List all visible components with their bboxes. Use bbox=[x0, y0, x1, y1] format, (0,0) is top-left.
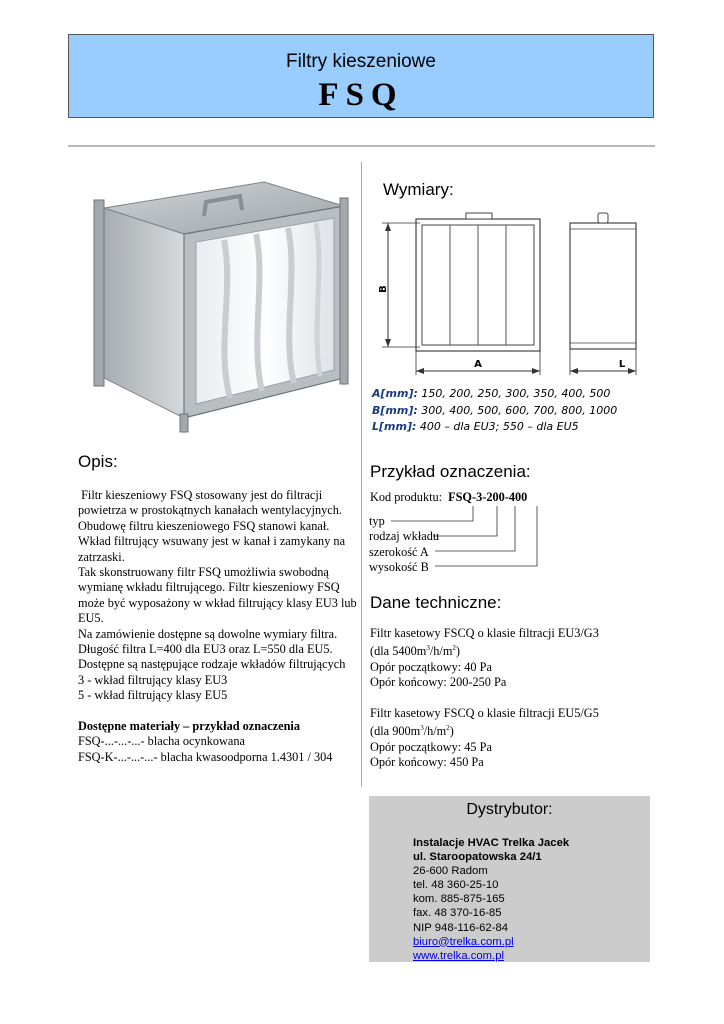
dimension-row-values: 300, 400, 500, 600, 700, 800, 1000 bbox=[421, 403, 618, 417]
page-title: FSQ bbox=[318, 77, 404, 113]
tech-initial-resistance: Opór początkowy: 45 Pa bbox=[370, 739, 492, 754]
description-paragraph: 3 - wkład filtrujący klasy EU3 bbox=[78, 672, 228, 687]
description-paragraph: Filtr kieszeniowy FSQ stosowany jest do filtracji powietrza w prostokątnych kanałach wentylacyjnych. Obudowę filtru kieszeniowego FSQ stanowi kanał. Wkład filtrujący wsuwany jest w kanał i zamykany na zatrzaski. bbox=[78, 488, 349, 564]
dimension-row-label: B[mm]: bbox=[372, 403, 418, 417]
page-subtitle: Filtry kieszeniowe bbox=[286, 51, 436, 72]
material-item: FSQ-...-...-...- blacha ocynkowana bbox=[78, 734, 245, 749]
tech-filter-line: Filtr kasetowy FSCQ o klasie filtracji EU3/G3 bbox=[370, 626, 599, 640]
tech-final-resistance: Opór końcowy: 200-250 Pa bbox=[370, 675, 507, 690]
description-heading: Opis: bbox=[78, 452, 118, 471]
description-text bbox=[78, 488, 358, 765]
designation-parts bbox=[369, 514, 439, 576]
distributor-mobile: kom. 885-875-165 bbox=[413, 893, 505, 906]
title-banner bbox=[68, 34, 654, 118]
distributor-heading: Dystrybutor: bbox=[466, 801, 553, 818]
horizontal-divider bbox=[68, 145, 655, 147]
dimension-row-values: 400 – dla EU3; 550 – dla EU5 bbox=[419, 420, 579, 433]
distributor-nip: NIP 948-116-62-84 bbox=[413, 921, 509, 934]
email-link[interactable]: biuro@trelka.com.pl bbox=[413, 935, 514, 948]
dimension-row bbox=[372, 386, 617, 403]
designation-heading: Przykład oznaczenia: bbox=[370, 462, 531, 481]
dimension-row bbox=[372, 403, 617, 420]
dimension-label-a: A bbox=[474, 359, 482, 370]
distributor-phone: tel. 48 360-25-10 bbox=[413, 879, 499, 892]
distributor-fax: fax. 48 370-16-85 bbox=[413, 907, 502, 920]
dimension-row-values: 150, 200, 250, 300, 350, 400, 500 bbox=[421, 387, 611, 400]
description-paragraph: 5 - wkład filtrujący klasy EU5 bbox=[78, 688, 228, 703]
tech-final-resistance: Opór końcowy: 450 Pa bbox=[370, 755, 484, 770]
dimension-row bbox=[372, 419, 617, 436]
designation-part: typ bbox=[369, 514, 385, 528]
description-paragraph: Tak skonstruowany filtr FSQ umożliwia swobodną wymianę wkładu filtrującego. Filtr kieszeniowy FSQ może być wyposażony w wkład filtrujący klasy EU3 lub EU5. bbox=[78, 565, 357, 626]
dimension-drawing bbox=[372, 205, 654, 383]
description-paragraph: Na zamówienie dostępne są dowolne wymiary filtra. Długość filtra L=400 dla EU3 oraz L=550 dla EU5. bbox=[78, 626, 338, 657]
dimensions-heading: Wymiary: bbox=[383, 180, 454, 199]
tech-initial-resistance: Opór początkowy: 40 Pa bbox=[370, 659, 492, 674]
product-photo bbox=[84, 178, 354, 438]
product-code: FSQ-3-200-400 bbox=[448, 490, 528, 504]
product-code-label: Kod produktu: bbox=[370, 490, 443, 504]
distributor-street: ul. Staroopatowska 24/1 bbox=[413, 851, 542, 864]
dimension-row-label: L[mm]: bbox=[372, 420, 417, 433]
distributor-city: 26-600 Radom bbox=[413, 865, 488, 878]
materials-heading: Dostępne materiały – przykład oznaczenia bbox=[78, 718, 300, 733]
distributor-company: Instalacje HVAC Trelka Jacek bbox=[413, 837, 570, 849]
tech-filter-line: Filtr kasetowy FSCQ o klasie filtracji EU5/G5 bbox=[370, 705, 599, 720]
dimension-label-l: L bbox=[618, 359, 626, 370]
column-divider bbox=[361, 162, 362, 787]
technical-heading: Dane techniczne: bbox=[370, 593, 502, 612]
material-item: FSQ-K-...-...-...- blacha kwasoodporna 1.4301 / 304 bbox=[78, 749, 333, 764]
distributor-contact bbox=[413, 836, 569, 963]
website-link[interactable]: www.trelka.com.pl bbox=[413, 949, 505, 962]
tech-flow-line: (dla $900m^3/h/m^2$) bbox=[370, 724, 454, 739]
dimension-row-label: A[mm]: bbox=[372, 387, 418, 400]
description-paragraph: Dostępne są następujące rodzaje wkładów filtrujących bbox=[78, 657, 346, 672]
tech-flow-line: (dla $5400m^3/h/m^2$) bbox=[370, 644, 461, 659]
dimension-label-b: B bbox=[378, 285, 389, 293]
designation-part: szerokość A bbox=[369, 544, 429, 559]
designation-part: wysokość B bbox=[369, 560, 429, 575]
designation-part: rodzaj wkładu bbox=[369, 529, 439, 544]
dimension-values bbox=[372, 386, 617, 436]
distributor-box bbox=[369, 796, 650, 962]
technical-data bbox=[370, 626, 660, 770]
